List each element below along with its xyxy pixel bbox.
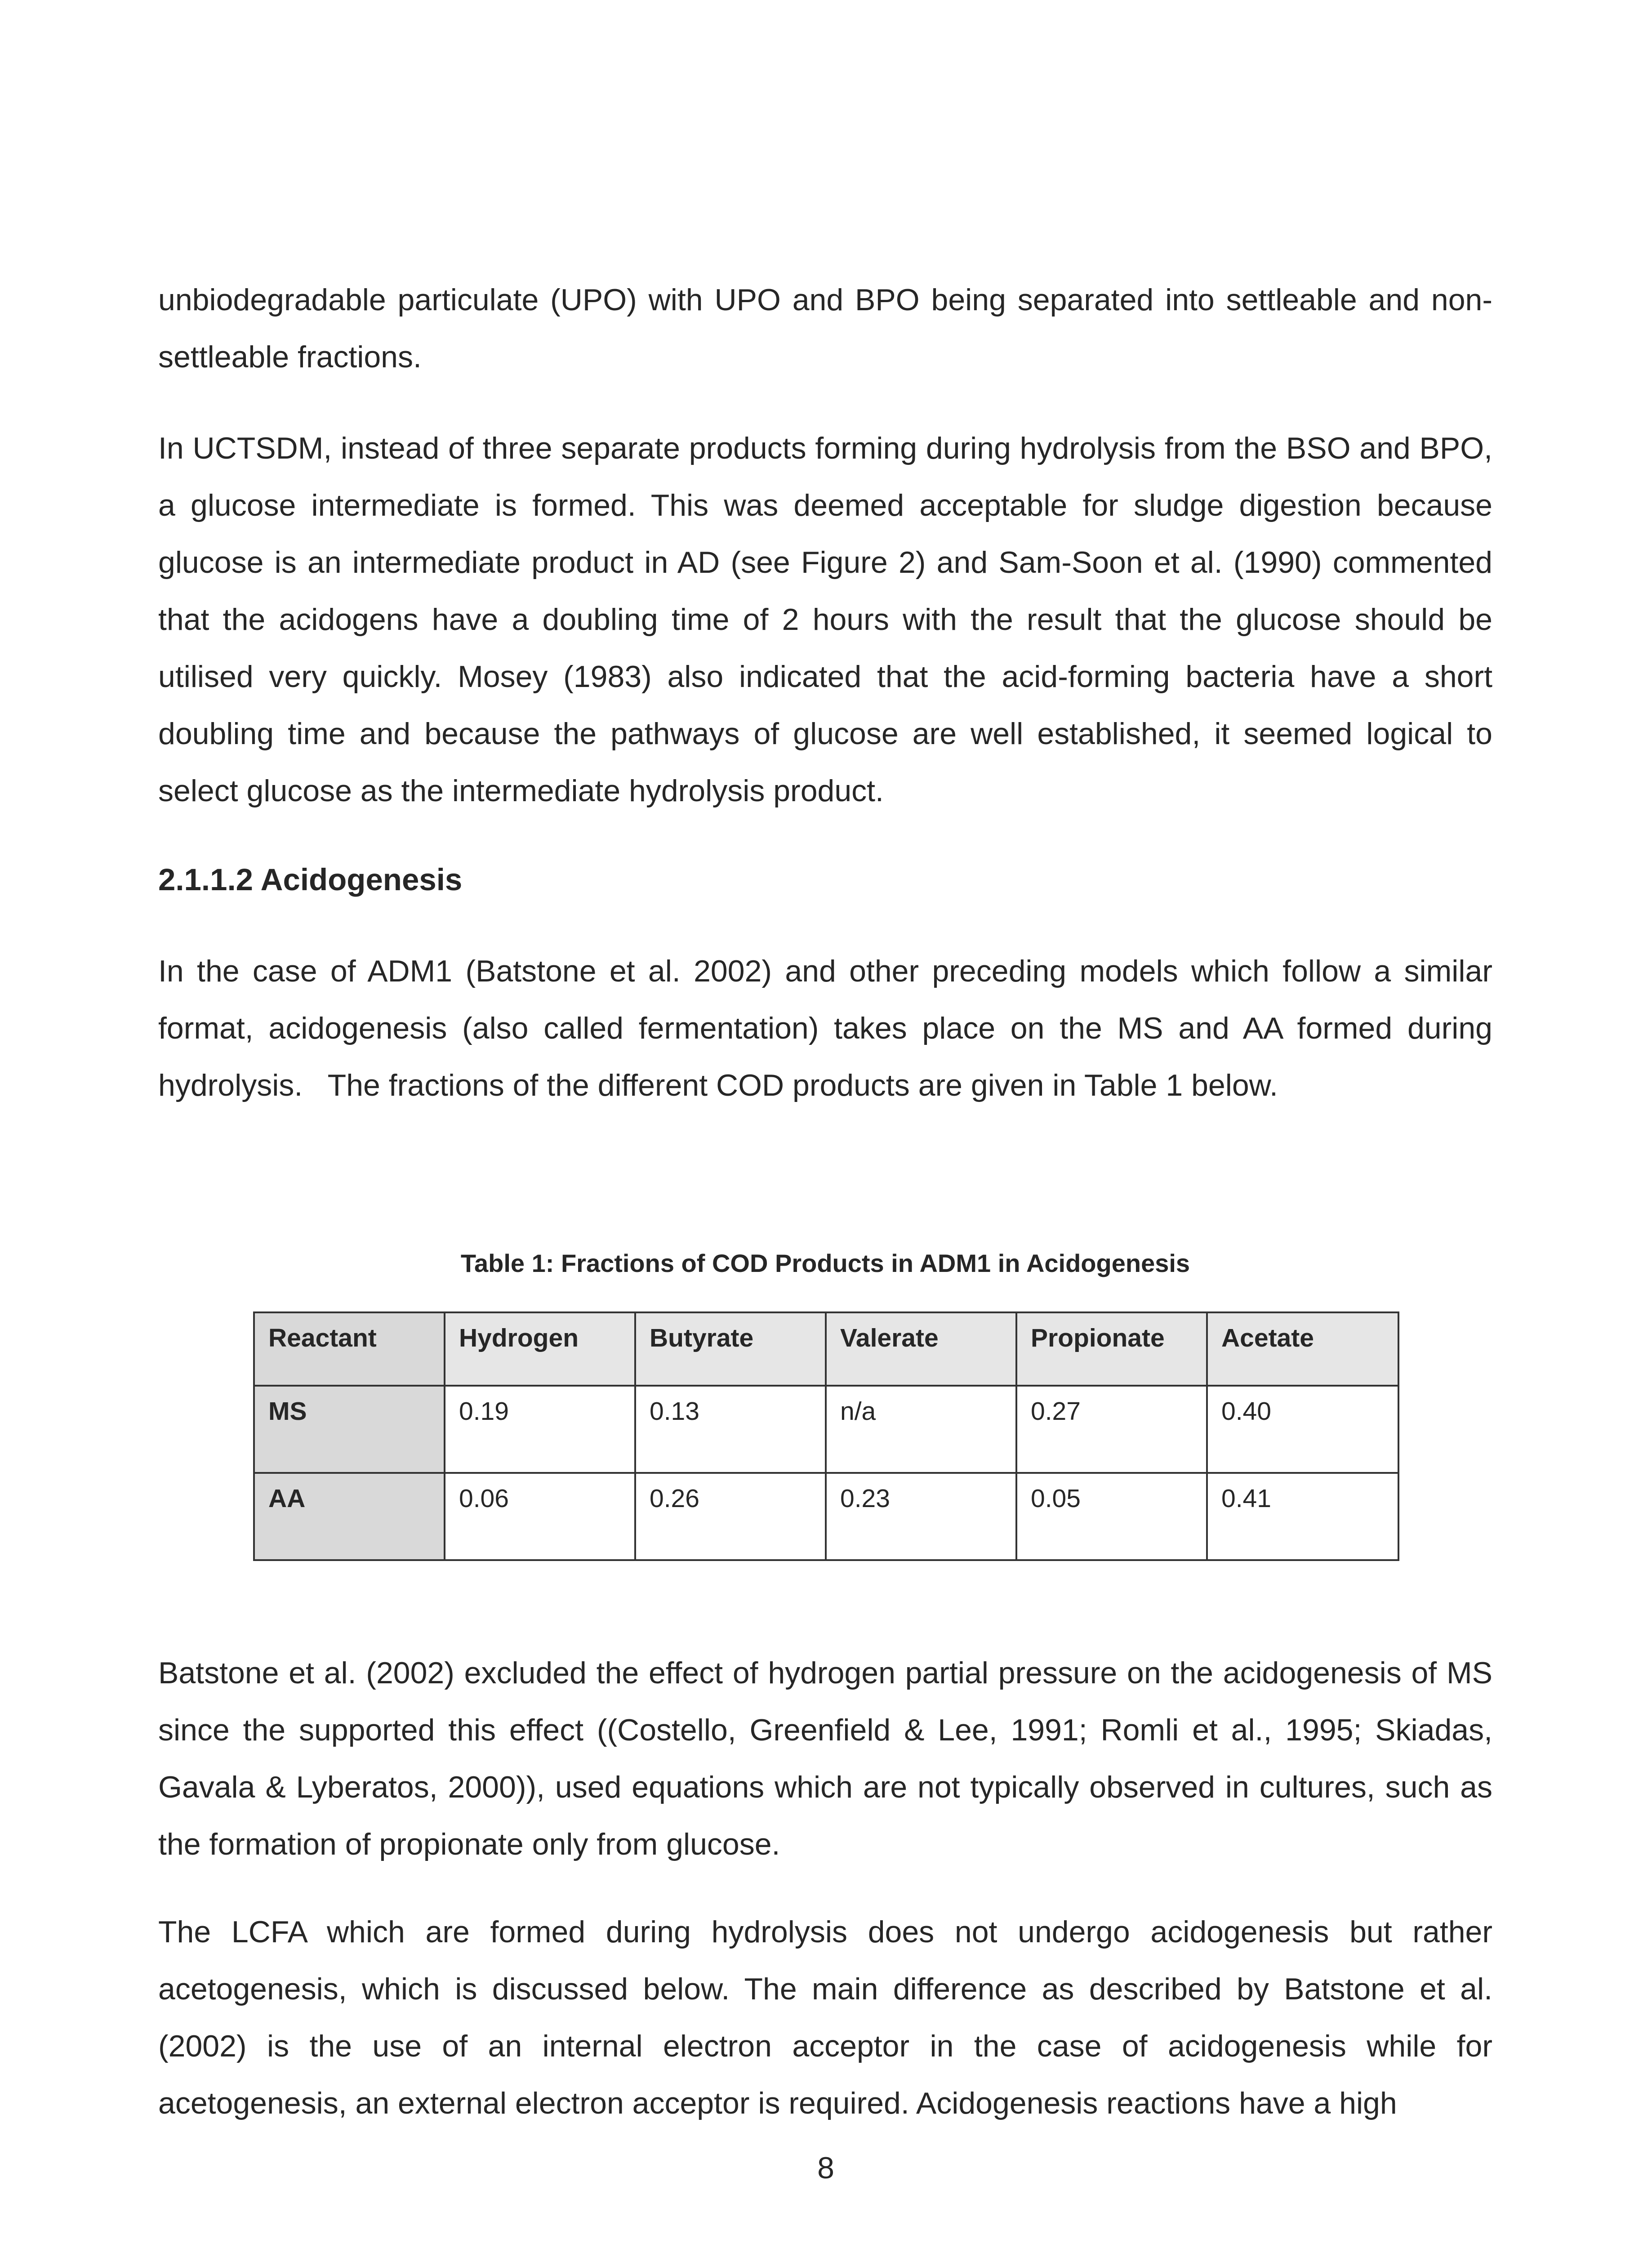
table-row [254, 1386, 1398, 1473]
table-cell: 0.27 [1016, 1386, 1207, 1473]
table-cell: 0.13 [635, 1386, 826, 1473]
header-cell-valerate: Valerate [826, 1312, 1016, 1386]
table-cell: 0.26 [635, 1473, 826, 1560]
header-cell-reactant: Reactant [254, 1312, 445, 1386]
table-cell: 0.06 [445, 1473, 635, 1560]
header-cell-acetate: Acetate [1207, 1312, 1398, 1386]
header-cell-hydrogen: Hydrogen [445, 1312, 635, 1386]
table-cell: 0.40 [1207, 1386, 1398, 1473]
table-row [254, 1473, 1398, 1560]
table-cell: 0.41 [1207, 1473, 1398, 1560]
table-cell: 0.19 [445, 1386, 635, 1473]
table-cell: 0.05 [1016, 1473, 1207, 1560]
paragraph-upo-fractions: unbiodegradable particulate (UPO) with UPO and BPO being separated into settleable and non-settleable fractions. [158, 283, 1492, 374]
table-caption: Table 1: Fractions of COD Products in ADM1 in Acidogenesis [460, 1249, 1190, 1277]
row-label-ms: MS [254, 1386, 445, 1473]
paragraph-lcfa-acetogenesis: The LCFA which are formed during hydrolysis does not undergo acidogenesis but rather acetogenesis, which is discussed below. The main difference as described by Batstone et al. (2002) is the use of an internal electron acceptor in the case of acidogenesis while for acetogenesis, an external electron acceptor is required. Acidogenesis reactions have a high [158, 1915, 1492, 2120]
cod-fractions-table [253, 1311, 1399, 1561]
table-cell: n/a [826, 1386, 1016, 1473]
table-header-row [254, 1312, 1398, 1386]
section-heading-acidogenesis: 2.1.1.2 Acidogenesis [158, 862, 463, 897]
row-label-aa: AA [254, 1473, 445, 1560]
paragraph-uctsdm-glucose: In UCTSDM, instead of three separate products forming during hydrolysis from the BSO and BPO, a glucose intermediate is formed. This was deemed acceptable for sludge digestion because glucose is an intermediate product in AD (see Figure 2) and Sam-Soon et al. (1990) commented that the acidogens have a doubling time of 2 hours with the result that the glucose should be utilised very quickly. Mosey (1983) also indicated that the acid-forming bacteria have a short doubling time and because the pathways of glucose are well established, it seemed logical to select glucose as the intermediate hydrolysis product. [158, 431, 1492, 808]
paragraph-adm1-acidogenesis: In the case of ADM1 (Batstone et al. 2002) and other preceding models which follow a similar format, acidogenesis (also called fermentation) takes place on the MS and AA formed during hydrolysis. The fractions of the different COD products are given in Table 1 below. [158, 954, 1492, 1102]
table-cell: 0.23 [826, 1473, 1016, 1560]
paragraph-hydrogen-partial-pressure: Batstone et al. (2002) excluded the effect of hydrogen partial pressure on the acidogenesis of MS since the supported this effect ((Costello, Greenfield & Lee, 1991; Romli et al., 1995; Skiadas, Gavala & Lyberatos, 2000)), used equations which are not typically observed in cultures, such as the formation of propionate only from glucose. [158, 1656, 1492, 1861]
header-cell-butyrate: Butyrate [635, 1312, 826, 1386]
page-number: 8 [817, 2151, 834, 2185]
header-cell-propionate: Propionate [1016, 1312, 1207, 1386]
